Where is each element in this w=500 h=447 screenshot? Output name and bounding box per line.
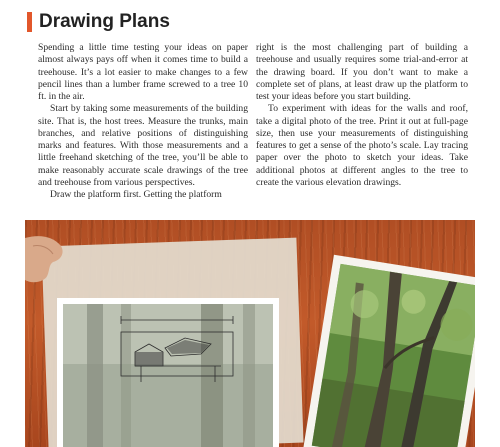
- treehouse-planning-photo: [25, 220, 475, 447]
- reference-tree-photo: [303, 255, 475, 447]
- paragraph: right is the most challenging part of building a treehouse and usually requires some trial-and-error at the drawing board. If you don’t want to make a complete set of plans, at least draw up the platform to test your ideas before you start building.: [256, 42, 468, 102]
- section-heading: Drawing Plans: [39, 11, 170, 32]
- right-text-column: [256, 42, 468, 189]
- paragraph: Spending a little time testing your ideas on paper almost always pays off when it comes time to build a treehouse. It’s a lot easier to make changes to a few pencil lines than a lumber frame screwed to a tree 10 ft. in the air.: [38, 42, 248, 102]
- photo-illustration: [25, 220, 475, 447]
- heading-accent-bar: [27, 12, 32, 32]
- paragraph: To experiment with ideas for the walls and roof, take a digital photo of the tree. Print it out at full-page size, then use your measurements of distinguishing features to get a sense of the photo’s scale. Lay tracing paper over the photo to sketch your ideas. Take additional photos at different angles to the tree to create the various elevation drawings.: [256, 103, 468, 188]
- left-text-column: [38, 42, 248, 201]
- paragraph: Draw the platform first. Getting the platform: [50, 189, 222, 200]
- traced-photo-print: [57, 298, 279, 447]
- paragraph: Start by taking some measurements of the building site. That is, the host trees. Measure the trunks, main branches, and relative positions of distinguishing marks and features. With those measurements and a little freehand sketching of the tree, you’ll be able to make reasonably accurate scale drawings of the tree and treehouse from various perspectives.: [38, 103, 248, 188]
